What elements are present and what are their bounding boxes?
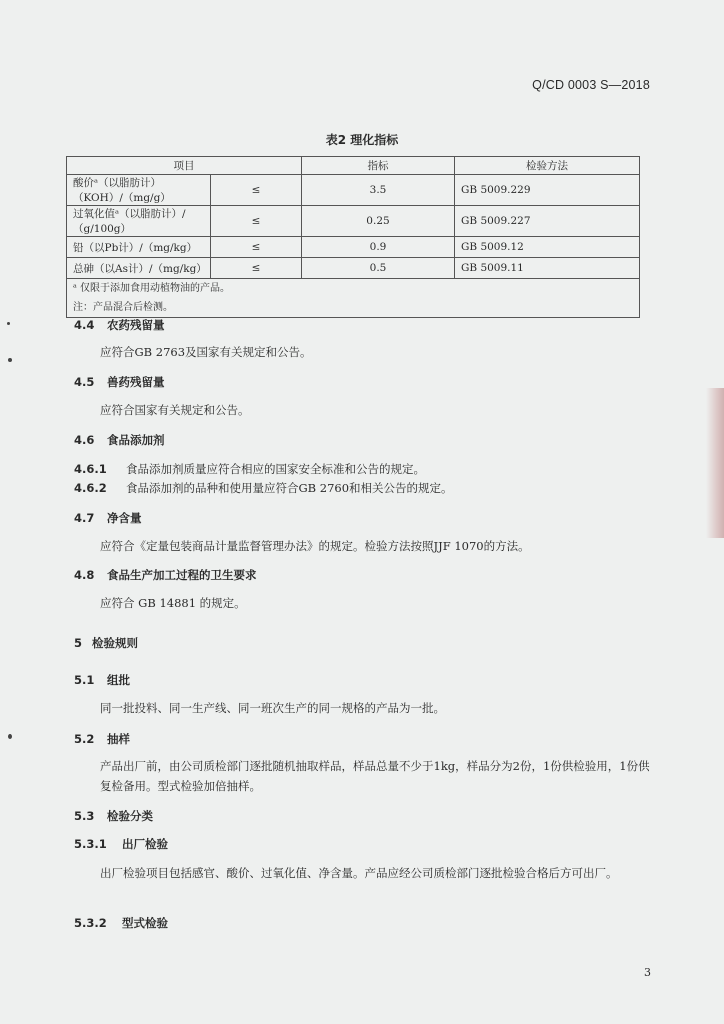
text-4-8: 应符合 GB 14881 的规定。: [100, 596, 246, 610]
table-row: [67, 258, 640, 279]
scan-speck: [7, 322, 10, 325]
heading-5-3: 5.3 检验分类: [74, 809, 153, 823]
row-symbol: ≤: [211, 237, 302, 258]
header-item: 项目: [67, 157, 302, 175]
table-row: [67, 206, 640, 237]
heading-5-3-1: 5.3.1 出厂检验: [74, 837, 168, 851]
table-note: 注：产品混合后检测。: [73, 302, 173, 313]
table-row: [67, 175, 640, 206]
row-method: GB 5009.227: [455, 206, 640, 237]
scan-speck: [8, 734, 12, 739]
header-method: 检验方法: [455, 157, 640, 175]
header-indicator: 指标: [302, 157, 455, 175]
text-4-4: 应符合GB 2763及国家有关规定和公告。: [100, 345, 312, 359]
text-5-2: 产品出厂前，由公司质检部门逐批随机抽取样品，样品总量不少于1kg，样品分为2份，1份供检验用，1份供复检备用。型式检验加倍抽样。: [100, 759, 650, 793]
page-number: 3: [644, 966, 651, 979]
seal-fragment: [706, 388, 724, 538]
row-item: 铅（以Pb计）/（mg/kg）: [67, 237, 211, 258]
row-method: GB 5009.229: [455, 175, 640, 206]
row-symbol: ≤: [211, 206, 302, 237]
text-5-1: 同一批投料、同一生产线、同一班次生产的同一规格的产品为一批。: [100, 701, 445, 715]
row-value: 0.5: [302, 258, 455, 279]
row-symbol: ≤: [211, 175, 302, 206]
heading-5-3-2: 5.3.2 型式检验: [74, 916, 168, 930]
text-4-7: 应符合《定量包装商品计量监督管理办法》的规定。检验方法按照JJF 1070的方法。: [100, 539, 530, 553]
table-notes: [67, 279, 640, 318]
text-5-3-1: 出厂检验项目包括感官、酸价、过氧化值、净含量。产品应经公司质检部门逐批检验合格后方可出厂。: [100, 866, 618, 880]
heading-4-8: 4.8 食品生产加工过程的卫生要求: [74, 568, 257, 582]
heading-4-6: 4.6 食品添加剂: [74, 433, 165, 447]
heading-4-5: 4.5 兽药残留量: [74, 375, 165, 389]
text-4-5: 应符合国家有关规定和公告。: [100, 403, 250, 417]
heading-4-4: 4.4 农药残留量: [74, 318, 165, 332]
row-item: 酸价ᵃ（以脂肪计）（KOH）/（mg/g）: [67, 175, 211, 206]
row-item: 总砷（以As计）/（mg/kg）: [67, 258, 211, 279]
table-footnote: ᵃ 仅限于添加食用动植物油的产品。: [73, 283, 231, 294]
document-number: Q/CD 0003 S—2018: [532, 78, 650, 92]
row-item: 过氧化值ᵃ（以脂肪计）/（g/100g）: [67, 206, 211, 237]
table-note-row: [67, 279, 640, 318]
row-symbol: ≤: [211, 258, 302, 279]
table-title: 表2 理化指标: [325, 133, 399, 147]
row-value: 0.9: [302, 237, 455, 258]
physicochemical-table: [66, 156, 640, 318]
row-value: 0.25: [302, 206, 455, 237]
item-4-6-2: 4.6.2 食品添加剂的品种和使用量应符合GB 2760和相关公告的规定。: [74, 481, 453, 495]
heading-5: 5 检验规则: [74, 636, 138, 650]
scan-speck: [8, 358, 12, 362]
heading-5-2: 5.2 抽样: [74, 732, 130, 746]
table-row: [67, 237, 640, 258]
row-method: GB 5009.11: [455, 258, 640, 279]
heading-4-7: 4.7 净含量: [74, 511, 142, 525]
item-4-6-1: 4.6.1 食品添加剂质量应符合相应的国家安全标准和公告的规定。: [74, 462, 425, 476]
row-value: 3.5: [302, 175, 455, 206]
heading-5-1: 5.1 组批: [74, 673, 130, 687]
row-method: GB 5009.12: [455, 237, 640, 258]
table-header-row: [67, 157, 640, 175]
